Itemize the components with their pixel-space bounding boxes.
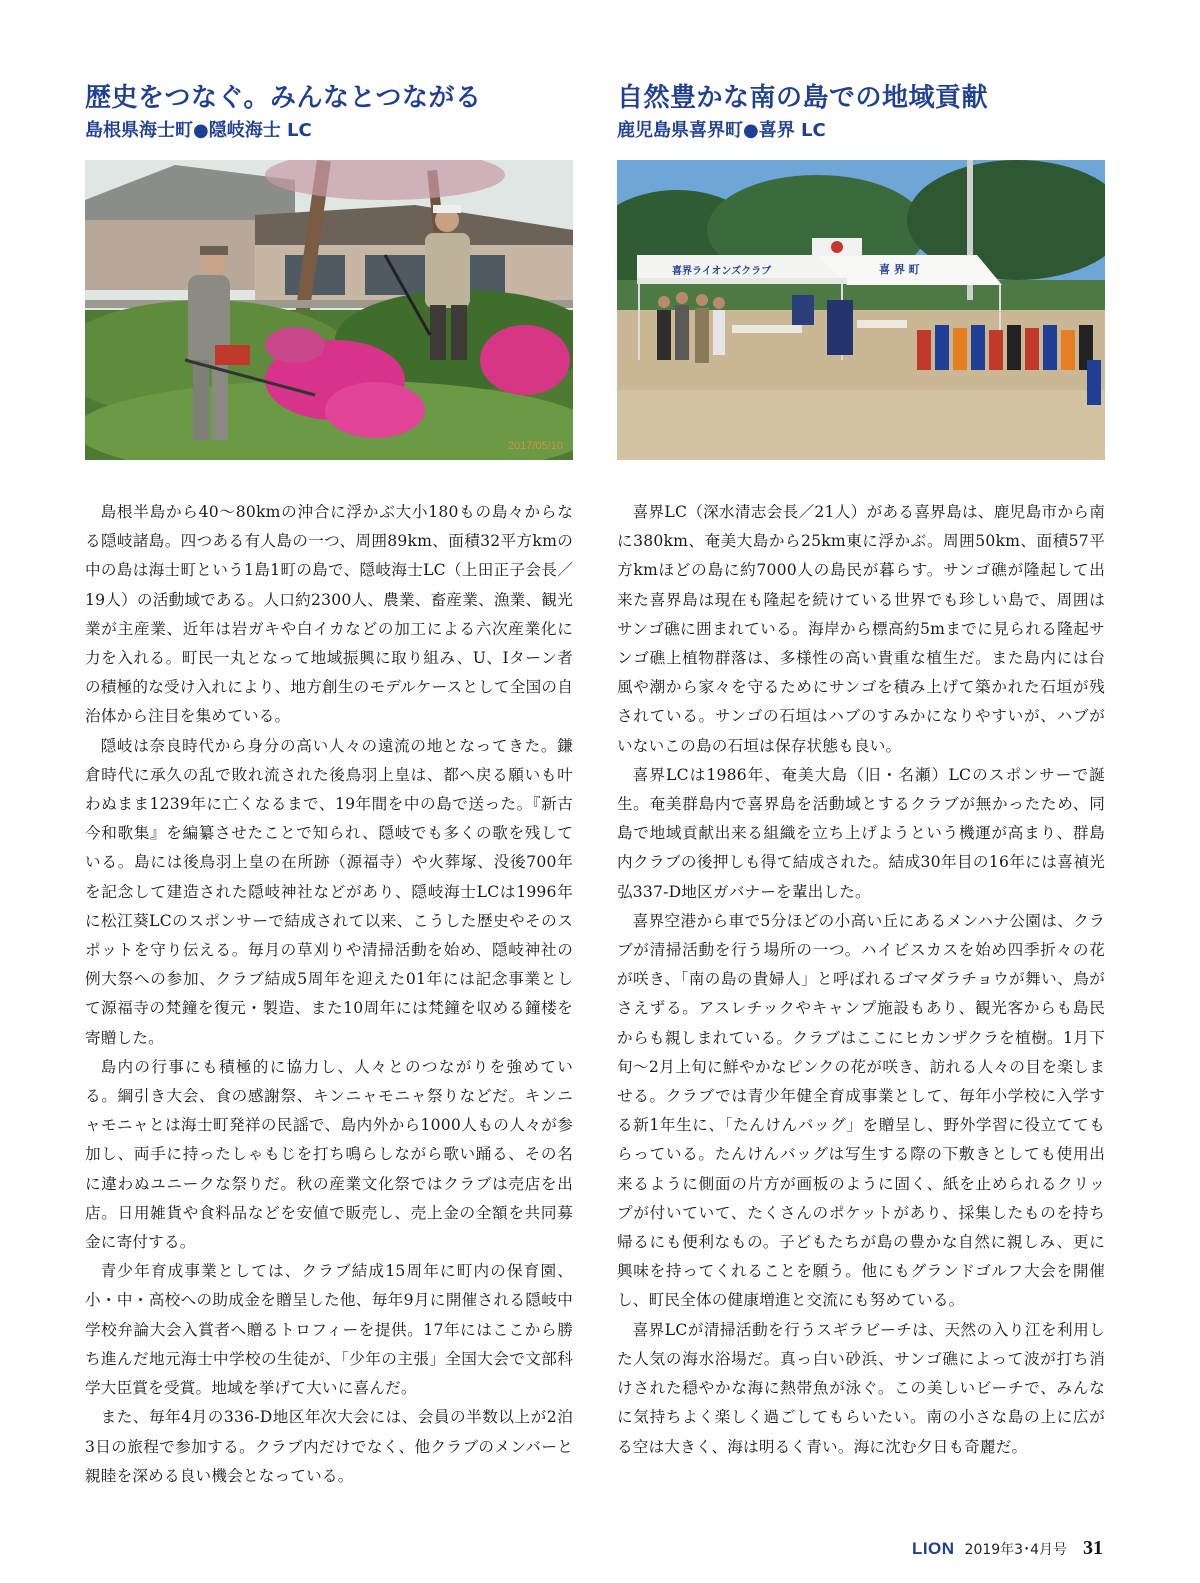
right-paragraph-2: 喜界LCは1986年、奄美大島（旧・名瀬）LCのスポンサーで誕生。奄美群島内で喜界島を活動域とするクラブが無かったため、同島で地域貢献出来る組織を立ち上げようという機運が高まり、群島内クラブの後押しも得て結成された。結成30年目の16年には喜禎光弘337-D地区ガバナーを輩出した。 (617, 765, 1105, 901)
tent-event-illustration (617, 160, 1105, 460)
magazine-name: LION (911, 1539, 955, 1558)
left-paragraph-5: また、毎年4月の336-D地区年次大会には、会員の半数以上が2泊3日の旅程で参加する。クラブ内だけでなく、他クラブのメンバーと親睦を深める良い機会となっている。 (85, 1408, 573, 1485)
right-article-body (617, 498, 1105, 1462)
left-article-subtitle: 島根県海士町●隠岐海士 LC (85, 120, 312, 141)
right-paragraph-1: 喜界LC（深水清志会長／21人）がある喜界島は、鹿児島市から南に380km、奄美大島から25km東に浮かぶ。周囲50km、面積57平方kmほどの島に約7000人の島民が暮らす。サンゴ礁が隆起して出来た喜界島は現在も隆起を続けている世界でも珍しい島で、周囲はサンゴ礁に囲まれている。海岸から標高約5mまでに見られる隆起サンゴ礁上植物群落は、多様性の高い貴重な植生だ。また島内には台風や潮から家々を守るためにサンゴを積み上げて築かれた石垣が残されている。サンゴの石垣はハブのすみかになりやすいが、ハブがいないこの島の石垣は保存状態も良い。 (617, 503, 1105, 755)
right-photo-tent-event (617, 160, 1105, 460)
right-paragraph-4: 喜界LCが清掃活動を行うスギラビーチは、天然の入り江を利用した人気の海水浴場だ。真っ白い砂浜、サンゴ礁によって波が打ち消けされた穏やかな海に熱帯魚が泳ぐ。この美しいビーチで、みんなに気持ちよく楽しく過ごしてもらいたい。南の小さな島の上に広がる空は大きく、海は明るく青い。海に沈む夕日も奇麗だ。 (617, 1320, 1105, 1456)
left-paragraph-2: 隠岐は奈良時代から身分の高い人々の遠流の地となってきた。鎌倉時代に承久の乱で敗れ流された後鳥羽上皇は、都へ戻る願いも叶わぬまま1239年に亡くなるまで、19年間を中の島で送った。『新古今和歌集』を編纂させたことで知られ、隠岐でも多くの歌を残している。島には後鳥羽上皇の在所跡（源福寺）や火葬塚、没後700年を記念して建造された隠岐神社などがあり、隠岐海士LCは1996年に松江葵LCのスポンサーで結成されて以来、こうした歴史やそのスポットを守り伝える。毎月の草刈りや清掃活動を始め、隠岐神社の例大祭への参加、クラブ結成5周年を迎えた01年には記念事業として源福寺の梵鐘を復元・製造、また10周年には梵鐘を収める鐘楼を寄贈した。 (85, 736, 574, 1047)
garden-scene-illustration (85, 160, 573, 460)
left-article-body (85, 498, 573, 1491)
page-footer (912, 1537, 1103, 1560)
left-article-title: 歴史をつなぐ。みんなとつながる (85, 83, 482, 113)
left-article (85, 78, 573, 1491)
tent-banner-town-name: 喜 界 町 (879, 263, 920, 276)
photo-date-stamp: 2017/05/10 (507, 440, 563, 452)
right-article-subtitle: 鹿児島県喜界町●喜界 LC (617, 120, 826, 141)
left-paragraph-4: 青少年育成事業としては、クラブ結成15周年に町内の保育園、小・中・高校への助成金を贈呈した他、毎年9月に開催される隠岐中学校弁論大会入賞者へ贈るトロフィーを提供。17年にはここから勝ち進んだ地元海士中学校の生徒が、「少年の主張」全国大会で文部科学大臣賞を受賞。地域を挙げて大いに喜んだ。 (85, 1262, 573, 1398)
left-photo-garden-work (85, 160, 573, 460)
left-paragraph-1: 島根半島から40〜80kmの沖合に浮かぶ大小180もの島々からなる隠岐諸島。四つある有人島の一つ、周囲89km、面積32平方kmの中の島は海士町という1島1町の島で、隠岐海士LC（上田正子会長／19人）の活動域である。人口約2300人、農業、畜産業、漁業、観光業が主産業、近年は岩ガキや白イカなどの加工による六次産業化に力を入れる。町民一丸となって地域振興に取り組み、U、Iターン者の積極的な受け入れにより、地方創生のモデルケースとして全国の自治体から注目を集めている。 (85, 503, 573, 726)
tent-banner-club-name: 喜界ライオンズクラブ (672, 266, 772, 277)
issue-label: 2019年3･4月号 (964, 1542, 1067, 1558)
right-article (617, 78, 1105, 1462)
right-paragraph-3: 喜界空港から車で5分ほどの小高い丘にあるメンハナ公園は、クラブが清掃活動を行う場所の一つ。ハイビスカスを始め四季折々の花が咲き、「南の島の貴婦人」と呼ばれるゴマダラチョウが舞い、鳥がさえずる。アスレチックやキャンプ施設もあり、観光客からも島民からも親しまれている。クラブはここにヒカンザクラを植樹。1月下旬〜2月上旬に鮮やかなピンクの花が咲き、訪れる人々の目を楽しませる。クラブでは青少年健全育成事業として、毎年小学校に入学する新1年生に、「たんけんバッグ」を贈呈し、野外学習に役立ててもらっている。たんけんバッグは写生する際の下敷きとしても使用出来るように側面の片方が画板のように固く、紙を止められるクリップが付いていて、たくさんのポケットがあり、採集したものを持ち帰るにも便利なもの。子どもたちが島の豊かな自然に親しみ、更に興味を持ってくれることを願う。他にもグランドゴルフ大会を開催し、町民全体の健康増進と交流にも努めている。 (617, 911, 1105, 1310)
page-number: 31 (1083, 1537, 1103, 1559)
right-article-title: 自然豊かな南の島での地域貢献 (617, 83, 989, 113)
left-paragraph-3: 島内の行事にも積極的に協力し、人々とのつながりを強めている。綱引き大会、食の感謝祭、キンニャモニャ祭りなどだ。キンニャモニャとは海士町発祥の民謡で、島内外から1000人もの人々が参加し、両手に持ったしゃもじを打ち鳴らしながら歌い踊る、その名に違わぬユニークな祭りだ。秋の産業文化祭ではクラブは売店を出店。日用雑貨や食料品などを安値で販売し、売上金の全額を共同募金に寄付する。 (85, 1057, 573, 1252)
